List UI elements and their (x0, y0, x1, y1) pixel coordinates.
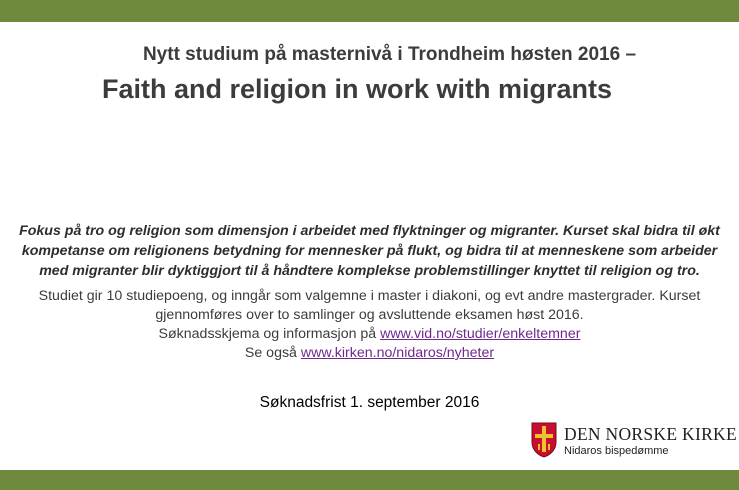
intro-line: Fokus på tro og religion som dimensjon i arbeidet med flyktninger og migranter. Kurset skal bidra til økt (19, 223, 720, 239)
kirken-link[interactable]: www.kirken.no/nidaros/nyheter (300, 345, 495, 361)
top-banner (0, 0, 739, 22)
page-subtitle: Nytt studium på masternivå i Trondheim høsten 2016 – (142, 44, 637, 65)
bottom-banner (0, 470, 739, 490)
church-shield-icon (531, 422, 557, 458)
application-deadline: Søknadsfrist 1. september 2016 (259, 394, 480, 411)
see-also-label: Se også (244, 345, 301, 361)
body-line-see-also (10, 344, 729, 363)
intro-line: kompetanse om religionens betydning for mennesker på flukt, og bidra til at menneskene som arbeider (21, 243, 718, 259)
logo-subtitle: Nidaros bispedømme (564, 445, 669, 457)
church-logo (531, 420, 737, 464)
body-line: gjennomføres over to samlinger og avsluttende eksamen høst 2016. (155, 307, 584, 323)
logo-name: DEN NORSKE KIRKE (564, 424, 737, 444)
intro-line: med migranter blir dyktiggjort til å håndtere komplekse problemstillinger knyttet til religion og tro. (39, 263, 700, 279)
body-text (10, 287, 729, 363)
vid-link[interactable]: www.vid.no/studier/enkeltemner (380, 326, 581, 342)
page-title: Faith and religion in work with migrants (102, 74, 613, 104)
application-label: Søknadsskjema og informasjon på (158, 326, 381, 342)
body-line-application (10, 325, 729, 344)
intro-text (10, 221, 729, 281)
body-line: Studiet gir 10 studiepoeng, og inngår som valgemne i master i diakoni, og evt andre mastergrader. Kurset (38, 288, 701, 304)
